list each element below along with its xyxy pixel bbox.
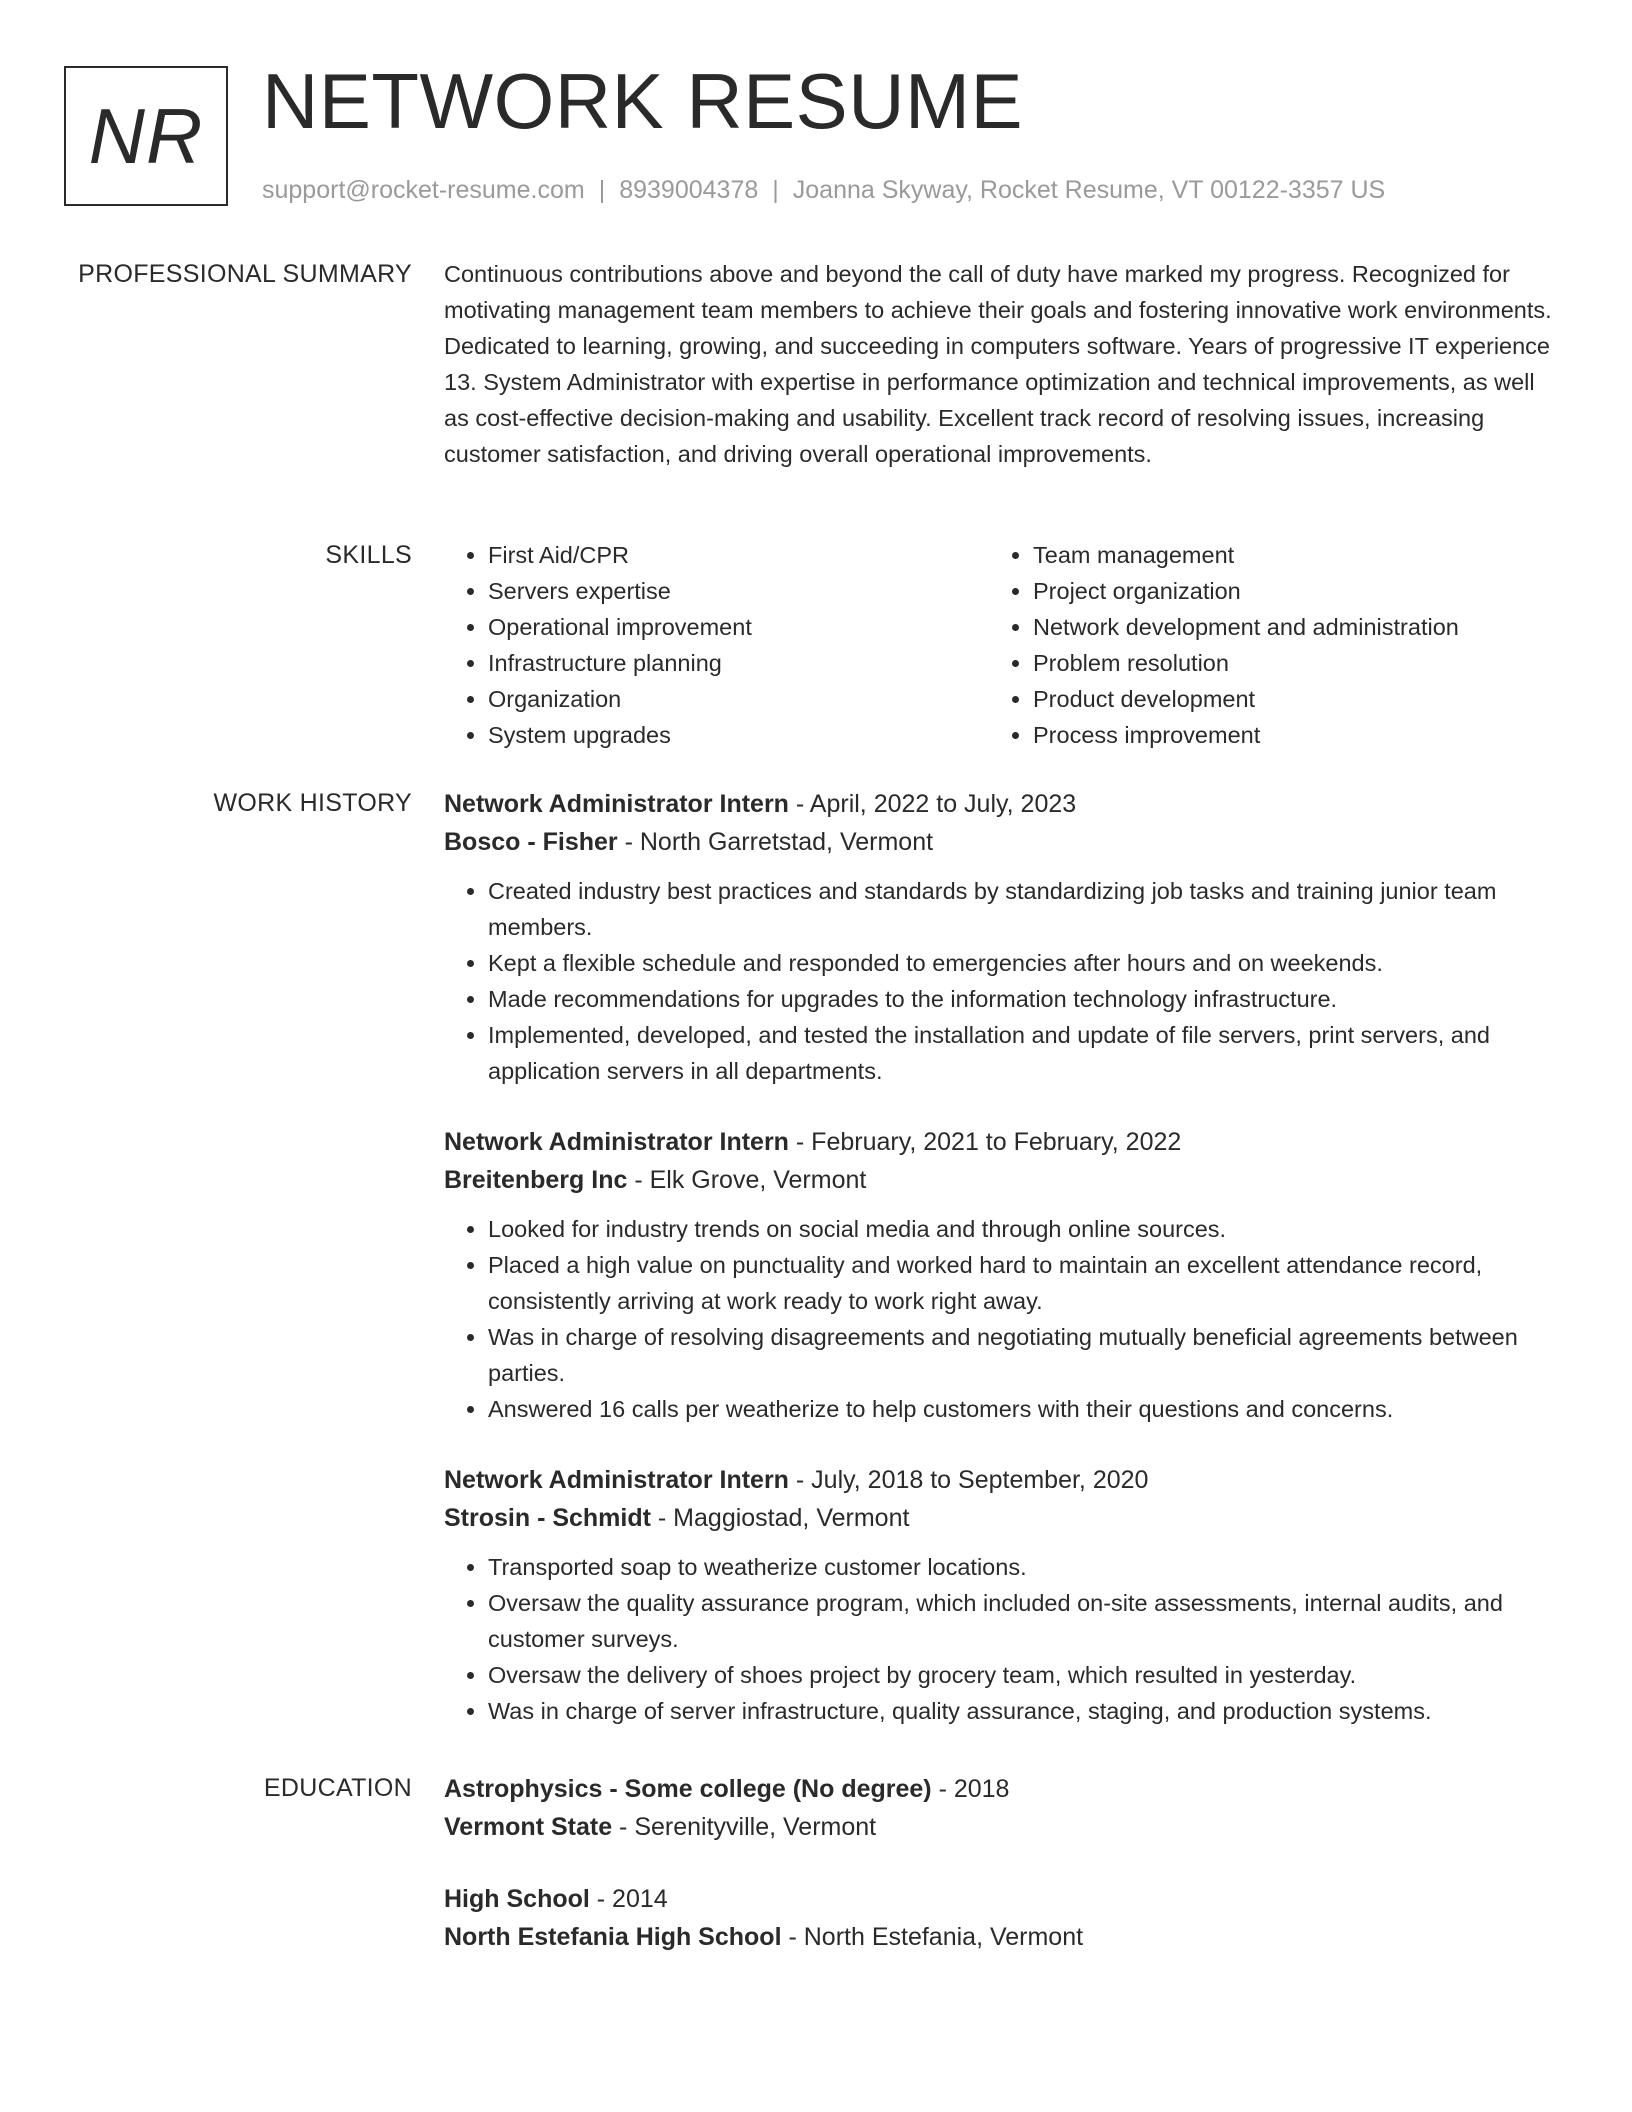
skill-item: • Product development <box>1033 681 1534 717</box>
job-company-line <box>444 1499 1554 1537</box>
job-bullet: • Made recommendations for upgrades to the information technology infrastructure. <box>488 981 1554 1017</box>
contact-separator: | <box>772 176 779 204</box>
job-company: Bosco - Fisher <box>444 828 618 856</box>
job-dates: - April, 2022 to July, 2023 <box>788 790 1077 818</box>
job-entry <box>444 1461 1554 1729</box>
work-history-body <box>444 785 1554 1729</box>
education-school-line <box>444 1808 1554 1846</box>
job-bullets <box>444 1549 1554 1729</box>
job-bullet: • Kept a flexible schedule and responded to emergencies after hours and on weekends. <box>488 945 1554 981</box>
job-company: Strosin - Schmidt <box>444 1504 651 1532</box>
section-heading-work-history: WORK HISTORY <box>213 789 412 817</box>
job-location: - Elk Grove, Vermont <box>627 1166 867 1194</box>
skills-columns <box>444 537 1554 753</box>
education-school: Vermont State <box>444 1813 613 1841</box>
summary-body <box>444 256 1554 472</box>
education-degree: High School <box>444 1885 590 1913</box>
monogram-logo <box>64 66 228 206</box>
skill-item: • First Aid/CPR <box>488 537 989 573</box>
summary-text: Continuous contributions above and beyond the call of duty have marked my progress. Recognized for motivating management team members to achieve their goals and fostering innovative work environments. Dedicated to learning, growing, and succeeding in computers software. Years of progressive IT experience 13. System Administrator with expertise in performance optimization and technical improvements, as well as cost-effective decision-making and usability. Excellent track record of resolving issues, increasing customer satisfaction, and driving overall operational improvements. <box>444 261 1552 467</box>
skill-item: • Process improvement <box>1033 717 1534 753</box>
section-heading-education: EDUCATION <box>263 1774 412 1802</box>
skill-item: • System upgrades <box>488 717 989 753</box>
job-entry <box>444 785 1554 1089</box>
job-title-line <box>444 785 1554 823</box>
education-school-line <box>444 1918 1554 1956</box>
job-company-line <box>444 1161 1554 1199</box>
education-entry <box>444 1770 1554 1846</box>
skills-list-left <box>444 537 989 753</box>
job-entry <box>444 1123 1554 1427</box>
skill-item: • Operational improvement <box>488 609 989 645</box>
education-year: - 2014 <box>589 1885 668 1913</box>
skill-item: • Infrastructure planning <box>488 645 989 681</box>
job-bullet: • Placed a high value on punctuality and worked hard to maintain an excellent attendance record, consistently arriving at work ready to work right away. <box>488 1247 1554 1319</box>
education-school: North Estefania High School <box>444 1923 782 1951</box>
job-bullet: • Looked for industry trends on social media and through online sources. <box>488 1211 1554 1247</box>
job-bullets <box>444 1211 1554 1427</box>
education-body <box>444 1770 1554 1956</box>
skill-item: • Problem resolution <box>1033 645 1534 681</box>
job-bullet: • Answered 16 calls per weatherize to help customers with their questions and concerns. <box>488 1391 1554 1427</box>
contact-line <box>262 174 1385 206</box>
job-dates: - February, 2021 to February, 2022 <box>788 1128 1182 1156</box>
job-title: Network Administrator Intern <box>444 790 789 818</box>
job-bullet: • Created industry best practices and standards by standardizing job tasks and training junior team members. <box>488 873 1554 945</box>
job-bullets <box>444 873 1554 1089</box>
skill-item: • Organization <box>488 681 989 717</box>
education-location: - North Estefania, Vermont <box>781 1923 1084 1951</box>
skills-body <box>444 537 1554 753</box>
contact-separator: | <box>598 176 606 204</box>
skill-item: • Project organization <box>1033 573 1534 609</box>
job-bullet: • Was in charge of server infrastructure, quality assurance, staging, and production systems. <box>488 1693 1554 1729</box>
skills-list-right <box>989 537 1534 753</box>
job-bullet: • Oversaw the quality assurance program, which included on-site assessments, internal audits, and customer surveys. <box>488 1585 1554 1657</box>
job-bullet: • Was in charge of resolving disagreements and negotiating mutually beneficial agreements between parties. <box>488 1319 1554 1391</box>
job-bullet: • Transported soap to weatherize customer locations. <box>488 1549 1554 1585</box>
job-bullet: • Oversaw the delivery of shoes project by grocery team, which resulted in yesterday. <box>488 1657 1554 1693</box>
job-dates: - July, 2018 to September, 2020 <box>788 1466 1149 1494</box>
job-company-line <box>444 823 1554 861</box>
monogram-initials: NR <box>88 91 204 180</box>
education-location: - Serenityville, Vermont <box>612 1813 877 1841</box>
job-title-line <box>444 1461 1554 1499</box>
job-title-line <box>444 1123 1554 1161</box>
job-bullet: • Implemented, developed, and tested the installation and update of file servers, print servers, and application servers in all departments. <box>488 1017 1554 1089</box>
job-title: Network Administrator Intern <box>444 1128 789 1156</box>
skill-item: • Network development and administration <box>1033 609 1534 645</box>
education-degree-line <box>444 1770 1554 1808</box>
contact-phone: 8939004378 <box>619 176 759 204</box>
contact-address: Joanna Skyway, Rocket Resume, VT 00122-3357 US <box>792 176 1386 204</box>
contact-email: support@rocket-resume.com <box>262 176 585 204</box>
skill-item: • Servers expertise <box>488 573 989 609</box>
resume-title: NETWORK RESUME <box>262 57 1024 145</box>
education-degree: Astrophysics - Some college (No degree) <box>444 1775 932 1803</box>
section-heading-summary: PROFESSIONAL SUMMARY <box>78 260 412 288</box>
education-year: - 2018 <box>931 1775 1010 1803</box>
job-location: - Maggiostad, Vermont <box>650 1504 910 1532</box>
job-location: - North Garretstad, Vermont <box>617 828 934 856</box>
skill-item: • Team management <box>1033 537 1534 573</box>
job-company: Breitenberg Inc <box>444 1166 628 1194</box>
education-degree-line <box>444 1880 1554 1918</box>
education-entry <box>444 1880 1554 1956</box>
job-title: Network Administrator Intern <box>444 1466 789 1494</box>
section-heading-skills: SKILLS <box>325 541 412 569</box>
